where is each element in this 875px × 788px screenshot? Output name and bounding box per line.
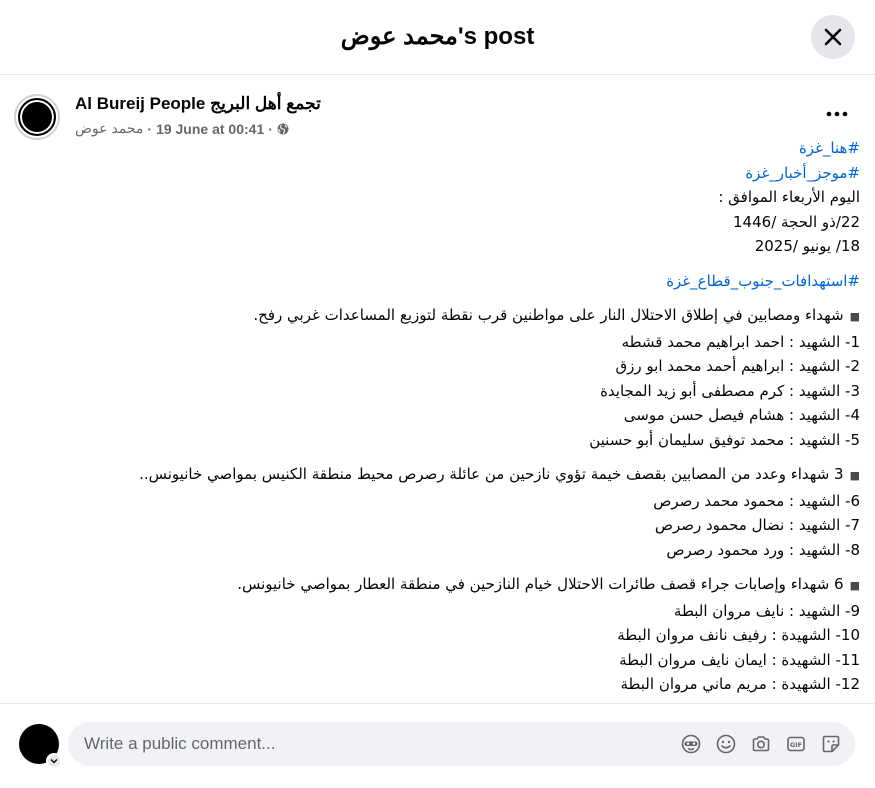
post-options-button[interactable]	[825, 102, 849, 126]
line-text: شهداء ومصابين في إطلاق الاحتلال النار على مواطنين قرب نقطة لتوزيع المساعدات غربي رفح.	[253, 306, 844, 324]
line-text: 3 شهداء وعدد من المصابين بقصف خيمة تؤوي نازحين من عائلة رصرص محيط منطقة الكنيس بمواصي خانيونس..	[139, 465, 844, 483]
emoji-icon	[716, 734, 736, 754]
hashtag-link[interactable]	[60, 136, 860, 161]
close-button[interactable]	[811, 15, 855, 59]
line-text: 6 شهداء وإصابات جراء قصف طائرات الاحتلال خيام النازحين في منطقة العطار بمواصي خانيونس.	[237, 575, 844, 593]
sticker-icon	[821, 734, 841, 754]
bullet-icon: ■	[849, 310, 860, 323]
post-author[interactable]: محمد عوض	[75, 120, 144, 136]
bullet-icon: ■	[849, 469, 860, 482]
gif-icon	[786, 734, 806, 754]
line-text: اليوم الأربعاء الموافق :	[718, 188, 860, 206]
post-line	[60, 210, 860, 235]
globe-icon	[277, 123, 289, 135]
post-scroll-area[interactable]	[0, 76, 875, 702]
line-text: 7- الشهيد : نضال محمود رصرص	[654, 516, 860, 534]
svg-text:GIF: GIF	[789, 740, 803, 749]
post-line	[60, 379, 860, 404]
post-line	[60, 428, 860, 453]
line-text: 18/ يونيو /2025	[754, 237, 860, 255]
line-text: 2- الشهيد : ابراهيم أحمد محمد ابو رزق	[615, 357, 860, 375]
line-text: #استهدافات_جنوب_قطاع_غزة	[666, 271, 860, 290]
page-avatar[interactable]	[14, 94, 60, 140]
news-item	[60, 303, 860, 330]
line-text: 11- الشهيدة : ايمان نايف مروان البطة	[619, 650, 860, 669]
camera-icon	[751, 734, 771, 754]
line-text: 4- الشهيد : هشام فيصل حسن موسى	[623, 406, 860, 424]
post-line	[60, 538, 860, 563]
post-line	[60, 648, 860, 673]
line-text: 3- الشهيد : كرم مصطفى أبو زيد المجايدة	[600, 381, 860, 400]
avatar-sticker-icon	[681, 734, 701, 754]
hashtag-link[interactable]	[60, 269, 860, 294]
page-name-link[interactable]: Al Bureij People تجمع أهل البريج	[75, 94, 321, 113]
line-text: 6- الشهيد : محمود محمد رصرص	[653, 491, 860, 510]
avatar-switch-button[interactable]	[46, 753, 62, 769]
page-avatar-image	[18, 98, 56, 136]
dialog-title: محمد عوض's post	[340, 22, 535, 50]
post-line	[60, 489, 860, 514]
comment-composer	[0, 703, 875, 788]
post-line	[60, 599, 860, 624]
sticker-button[interactable]	[819, 732, 843, 756]
line-text: 1- الشهيد : احمد ابراهيم محمد قشطه	[621, 332, 860, 351]
comment-input[interactable]	[82, 733, 679, 755]
hashtag-link[interactable]	[60, 161, 860, 186]
post-text	[60, 136, 860, 697]
post-line	[60, 354, 860, 379]
post-line	[60, 672, 860, 697]
paragraph-gap	[60, 259, 860, 269]
post-line	[60, 403, 860, 428]
paragraph-gap	[60, 293, 860, 303]
meta-separator: ·	[268, 120, 273, 137]
gif-button[interactable]	[784, 732, 808, 756]
news-item	[60, 572, 860, 599]
comment-tools	[679, 732, 855, 756]
avatar-sticker-button[interactable]	[679, 732, 703, 756]
line-text: 22/ذو الحجة /1446	[733, 212, 860, 231]
post-meta	[75, 120, 289, 137]
post-line	[60, 513, 860, 538]
bullet-icon: ■	[849, 579, 860, 592]
post-line	[60, 623, 860, 648]
news-item	[60, 462, 860, 489]
line-text: #هنا_غزة	[798, 139, 860, 157]
line-text: 5- الشهيد : محمد توفيق سليمان أبو حسنين	[589, 430, 860, 449]
post-date[interactable]: 19 June at 00:41	[156, 120, 265, 137]
paragraph-gap	[60, 452, 860, 462]
chevron-down-icon	[50, 758, 58, 764]
more-options-icon	[826, 111, 848, 117]
post-line	[60, 330, 860, 355]
line-text: 12- الشهيدة : مريم ماني مروان البطة	[620, 675, 860, 693]
paragraph-gap	[60, 562, 860, 572]
line-text: 8- الشهيد : ورد محمود رصرص	[666, 540, 860, 559]
close-icon	[823, 27, 843, 47]
line-text: 10- الشهيدة : رفيف نانف مروان البطة	[617, 626, 860, 644]
meta-separator: ·	[147, 120, 153, 137]
emoji-button[interactable]	[714, 732, 738, 756]
line-text: #موجز_أخبار_غزة	[745, 163, 860, 182]
post-line	[60, 185, 860, 210]
line-text: 9- الشهيد : نايف مروان البطة	[673, 601, 860, 620]
comment-box	[68, 722, 855, 766]
post-line	[60, 234, 860, 259]
post-dialog-header	[0, 0, 875, 75]
photo-button[interactable]	[749, 732, 773, 756]
